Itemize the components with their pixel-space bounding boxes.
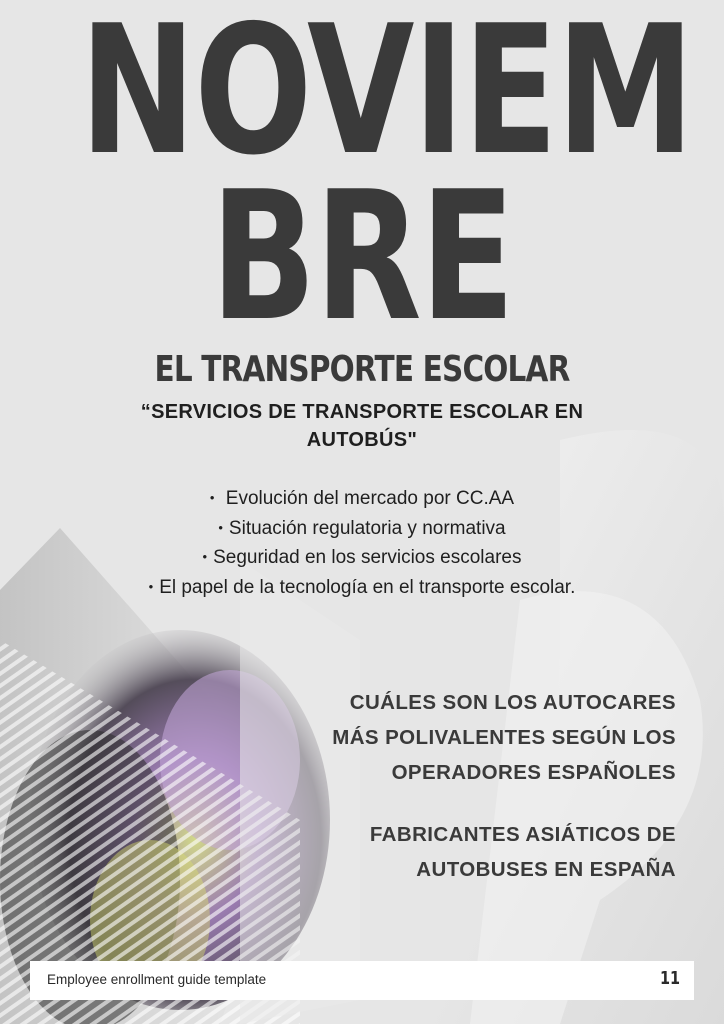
quote-heading: “SERVICIOS DE TRANSPORTE ESCOLAR EN AUTOBÚS" — [140, 401, 584, 451]
list-item: • Situación regulatoria y normativa — [218, 517, 506, 539]
bullet-icon: • — [202, 549, 208, 564]
footer-label: Employee enrollment guide template — [47, 972, 267, 987]
feature-heading-autocares: CUÁLES SON LOS AUTOCARES MÁS POLIVALENTES SEGÚN LOS OPERADORES ESPAÑOLES — [332, 691, 676, 784]
list-item: • El papel de la tecnología en el transporte escolar. — [148, 576, 576, 598]
section-subtitle: EL TRANSPORTE ESCOLAR — [154, 349, 570, 390]
month-title-line-1: NOVIEM — [79, 0, 693, 194]
month-title-line-2: BRE — [210, 153, 514, 360]
footer-bar — [30, 961, 694, 1000]
bullet-icon: • — [148, 578, 154, 594]
bullet-icon: • — [209, 490, 215, 505]
bullet-icon: • — [218, 519, 223, 535]
page-number: 11 — [659, 968, 680, 989]
feature-heading-fabricantes: FABRICANTES ASIÁTICOS DE AUTOBUSES EN ESPAÑA — [369, 823, 676, 881]
list-item: • Seguridad en los servicios escolares — [202, 547, 522, 568]
list-item: • Evolución del mercado por CC.AA — [209, 488, 515, 509]
topic-list — [0, 484, 724, 602]
